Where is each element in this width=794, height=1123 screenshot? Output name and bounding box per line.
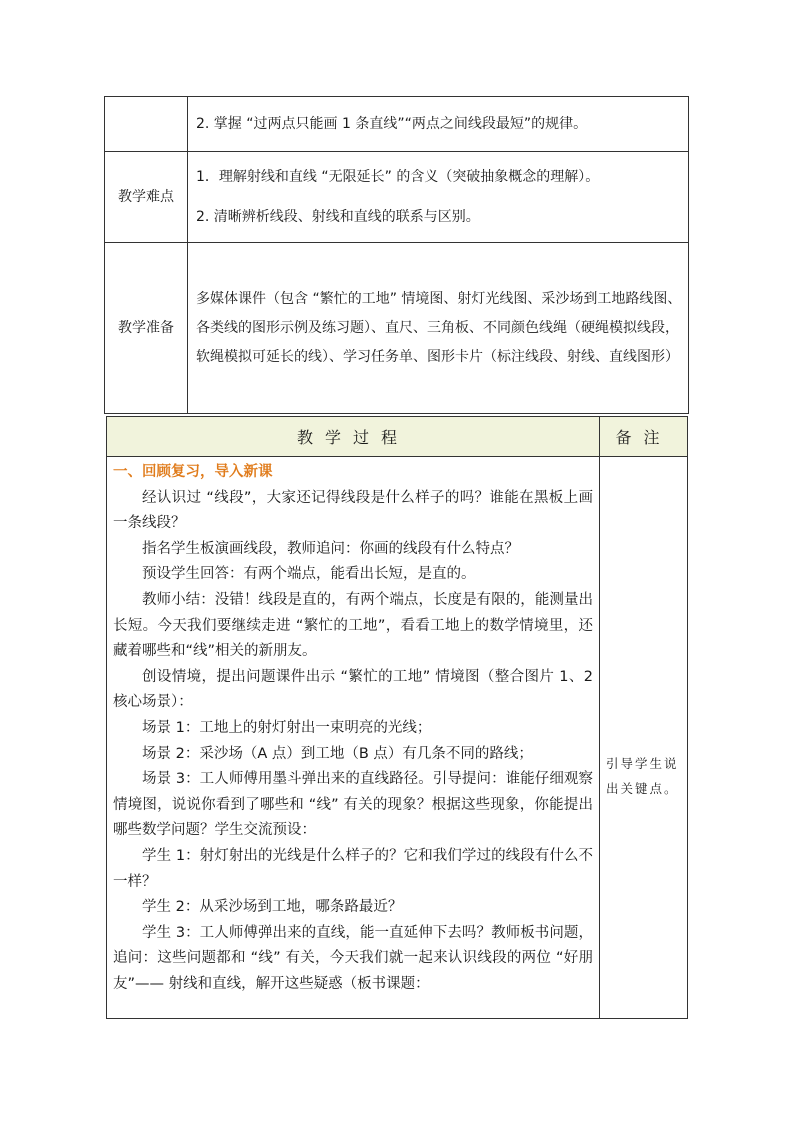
preparation-text: 多媒体课件（包含 “繁忙的工地” 情境图、射灯光线图、采沙场到工地路线图、各类线的图形示例及练习题）、直尺、三角板、不同颜色线绳（硬绳模拟线段，软绳模拟可延长的线）、学习任务单、图形卡片（标注线段、射线、直线图形） bbox=[196, 290, 682, 365]
paragraph: 场景 2：采沙场（A 点）到工地（B 点）有几条不同的路线； bbox=[142, 745, 533, 762]
table-row bbox=[105, 243, 689, 414]
table-row bbox=[105, 152, 689, 243]
paragraph: 经认识过 “线段”，大家还记得线段是什么样子的吗？谁能在黑板上画一条线段？ bbox=[113, 489, 593, 532]
paragraph: 创设情境，提出问题课件出示 “繁忙的工地” 情境图（整合图片 1、2 核心场景）： bbox=[113, 668, 593, 711]
table-header-row bbox=[107, 417, 688, 457]
paragraph: 场景 3：工人师傅用墨斗弹出来的直线路径。引导提问：谁能仔细观察情境图，说说你看到了哪些和 “线” 有关的现象？根据这些现象，你能提出哪些数学问题？学生交流预设： bbox=[113, 771, 593, 839]
difficulty-item-2: 2. 清晰辨析线段、射线和直线的联系与区别。 bbox=[196, 209, 480, 225]
key-point-text: 2. 掌握 “过两点只能画 1 条直线”“两点之间线段最短”的规律。 bbox=[196, 116, 588, 132]
row-label-empty bbox=[105, 97, 188, 152]
paragraph: 学生 2：从采沙场到工地，哪条路最近？ bbox=[142, 899, 403, 916]
paragraph: 学生 1：射灯射出的光线是什么样子的？它和我们学过的线段有什么不一样？ bbox=[113, 847, 593, 890]
paragraph: 场景 1：工地上的射灯射出一束明亮的光线； bbox=[142, 719, 432, 736]
paragraph: 指名学生板演画线段，教师追问：你画的线段有什么特点？ bbox=[142, 540, 519, 557]
paragraph: 教师小结：没错！线段是直的，有两个端点，长度是有限的，能测量出长短。今天我们要继续走进 “繁忙的工地”，看看工地上的数学情境里，还藏着哪些和“线”相关的新朋友。 bbox=[113, 591, 593, 660]
header-process: 教学过程 bbox=[107, 417, 600, 457]
process-content bbox=[107, 457, 600, 1019]
difficulty-item-1: 1．理解射线和直线 “无限延长” 的含义（突破抽象概念的理解）。 bbox=[196, 169, 600, 185]
table-row bbox=[105, 97, 689, 152]
row-content bbox=[188, 243, 689, 414]
header-note: 备注 bbox=[600, 417, 688, 457]
row-label-difficulty: 教学难点 bbox=[105, 152, 188, 243]
row-content bbox=[188, 152, 689, 243]
note-text: 引导学生说出关键点。 bbox=[606, 756, 679, 796]
table-row bbox=[107, 457, 688, 1019]
row-label-preparation: 教学准备 bbox=[105, 243, 188, 414]
paragraph: 学生 3：工人师傅弹出来的直线，能一直延伸下去吗？教师板书问题，追问：这些问题都和 “线” 有关，今天我们就一起来认识线段的两位 “好朋友”—— 射线和直线，解开这些疑惑（板书课题： bbox=[113, 924, 593, 992]
paragraph: 预设学生回答：有两个端点，能看出长短，是直的。 bbox=[142, 566, 476, 583]
row-content bbox=[188, 97, 689, 152]
section-title: 一、回顾复习，导入新课 bbox=[113, 464, 273, 480]
note-cell bbox=[600, 457, 688, 1019]
process-table bbox=[106, 416, 688, 1019]
prep-table bbox=[104, 96, 689, 414]
